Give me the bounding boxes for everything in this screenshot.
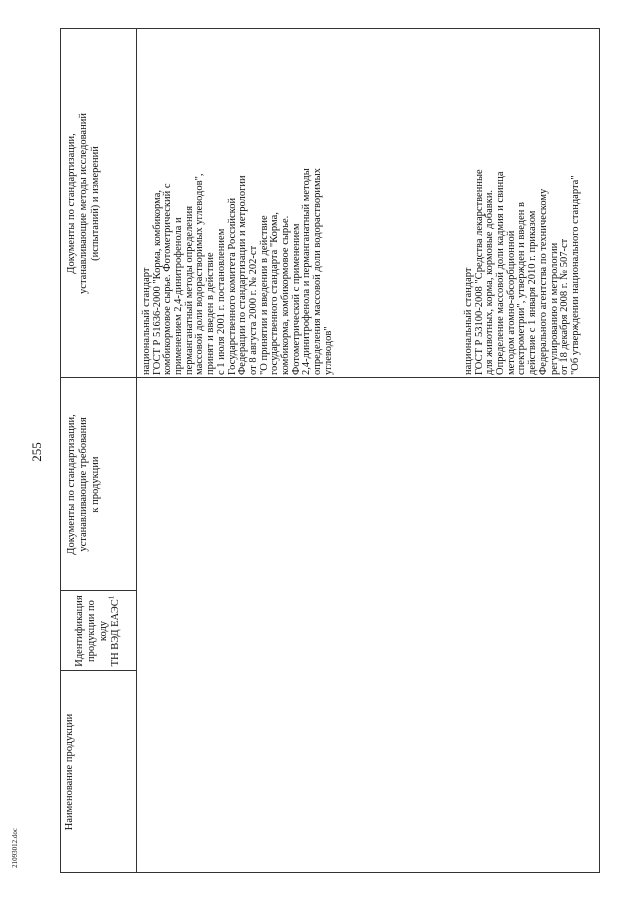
header-product-name <box>60 671 140 873</box>
header-method-documents <box>60 29 136 378</box>
entry-line: государственного стандарта "Корма, <box>269 212 281 375</box>
entry-line: углеводов" <box>322 326 334 375</box>
entry-line: "Об утверждении национального стандарта" <box>569 175 581 375</box>
entry-line: ГОСТ Р 53100-2008 "Средства лекарственные <box>473 169 485 375</box>
file-reference: 21093012.doc <box>11 828 19 868</box>
header-product-name-text: Наименование продукции <box>64 713 75 831</box>
page-number: 255 <box>29 442 44 462</box>
header-code-line: продукции по коду <box>86 600 109 662</box>
entry-line: спектрометрии", утвержден и введен в <box>516 202 528 375</box>
column-divider <box>60 872 600 873</box>
entry-line: национальный стандарт <box>141 267 152 375</box>
column-divider <box>60 28 600 29</box>
entry-line: комбикормовое сырье. Фотометрический с <box>162 183 174 375</box>
entry-line: национальный стандарт <box>463 267 474 375</box>
table-bottom-border <box>599 28 600 873</box>
header-code-line: ТН ВЭД ЕАЭС <box>110 599 121 667</box>
entry-line: от 8 августа 2000 г. № 202-ст <box>247 245 259 375</box>
header-req-line: к продукции <box>90 456 101 513</box>
entry-line: комбикорма, комбикормовое сырье. <box>279 215 291 375</box>
entry-line: регулированию и метрологии <box>548 242 560 375</box>
entry-line: методом атомно-абсорбционной <box>505 230 517 375</box>
header-req-line: устанавливающие требования <box>78 417 89 552</box>
standard-entry <box>464 169 582 375</box>
header-requirement-documents <box>60 378 136 591</box>
header-method-line: Документы по стандартизации, <box>66 133 77 274</box>
entry-line: с 1 июля 2001 г. постановлением <box>215 228 227 375</box>
entry-line: принят и введен в действие <box>205 252 217 375</box>
entry-line: определения массовой доли водорастворимых <box>312 168 323 375</box>
header-method-line: (испытаний) и измерений <box>90 146 101 261</box>
header-code-line: Идентификация <box>74 595 85 667</box>
entry-line: 2,4-динитрофенола и перманганатный методы <box>301 168 313 375</box>
header-req-line: Документы по стандартизации, <box>66 414 77 555</box>
footnote-marker: 1 <box>107 595 116 600</box>
entry-line: от 18 декабря 2008 г. № 507-ст <box>559 238 571 375</box>
header-tn-ved-code <box>60 591 136 671</box>
entry-line: "О принятии и введении в действие <box>258 215 270 375</box>
entry-line: для животных, корма, кормовые добавки. <box>484 189 496 375</box>
entry-line: Фотометрический с применением <box>290 223 302 375</box>
entry-line: Федерации по стандартизации и метрологии <box>237 175 249 375</box>
entry-line: применением 2,4-динитрофенола и <box>173 217 185 375</box>
column-divider <box>60 377 600 378</box>
entry-line: перманганатный методы определения <box>183 205 195 375</box>
entry-line: Государственного комитета Российской <box>226 197 238 375</box>
standard-entry <box>142 168 334 375</box>
header-method-line: устанавливающие методы исследований <box>78 113 89 294</box>
entry-line: массовой доли водорастворимых углеводов", <box>194 173 206 375</box>
entry-line: ГОСТ Р 51636-2000 "Корма, комбикорма, <box>151 190 163 375</box>
entry-line: действие с 1 января 2010 г. приказом <box>527 210 539 375</box>
standards-table <box>60 28 600 873</box>
entry-line: Федерального агентства по техническому <box>537 188 549 375</box>
entry-line: Определение массовой доли кадмия и свинца <box>495 171 507 375</box>
